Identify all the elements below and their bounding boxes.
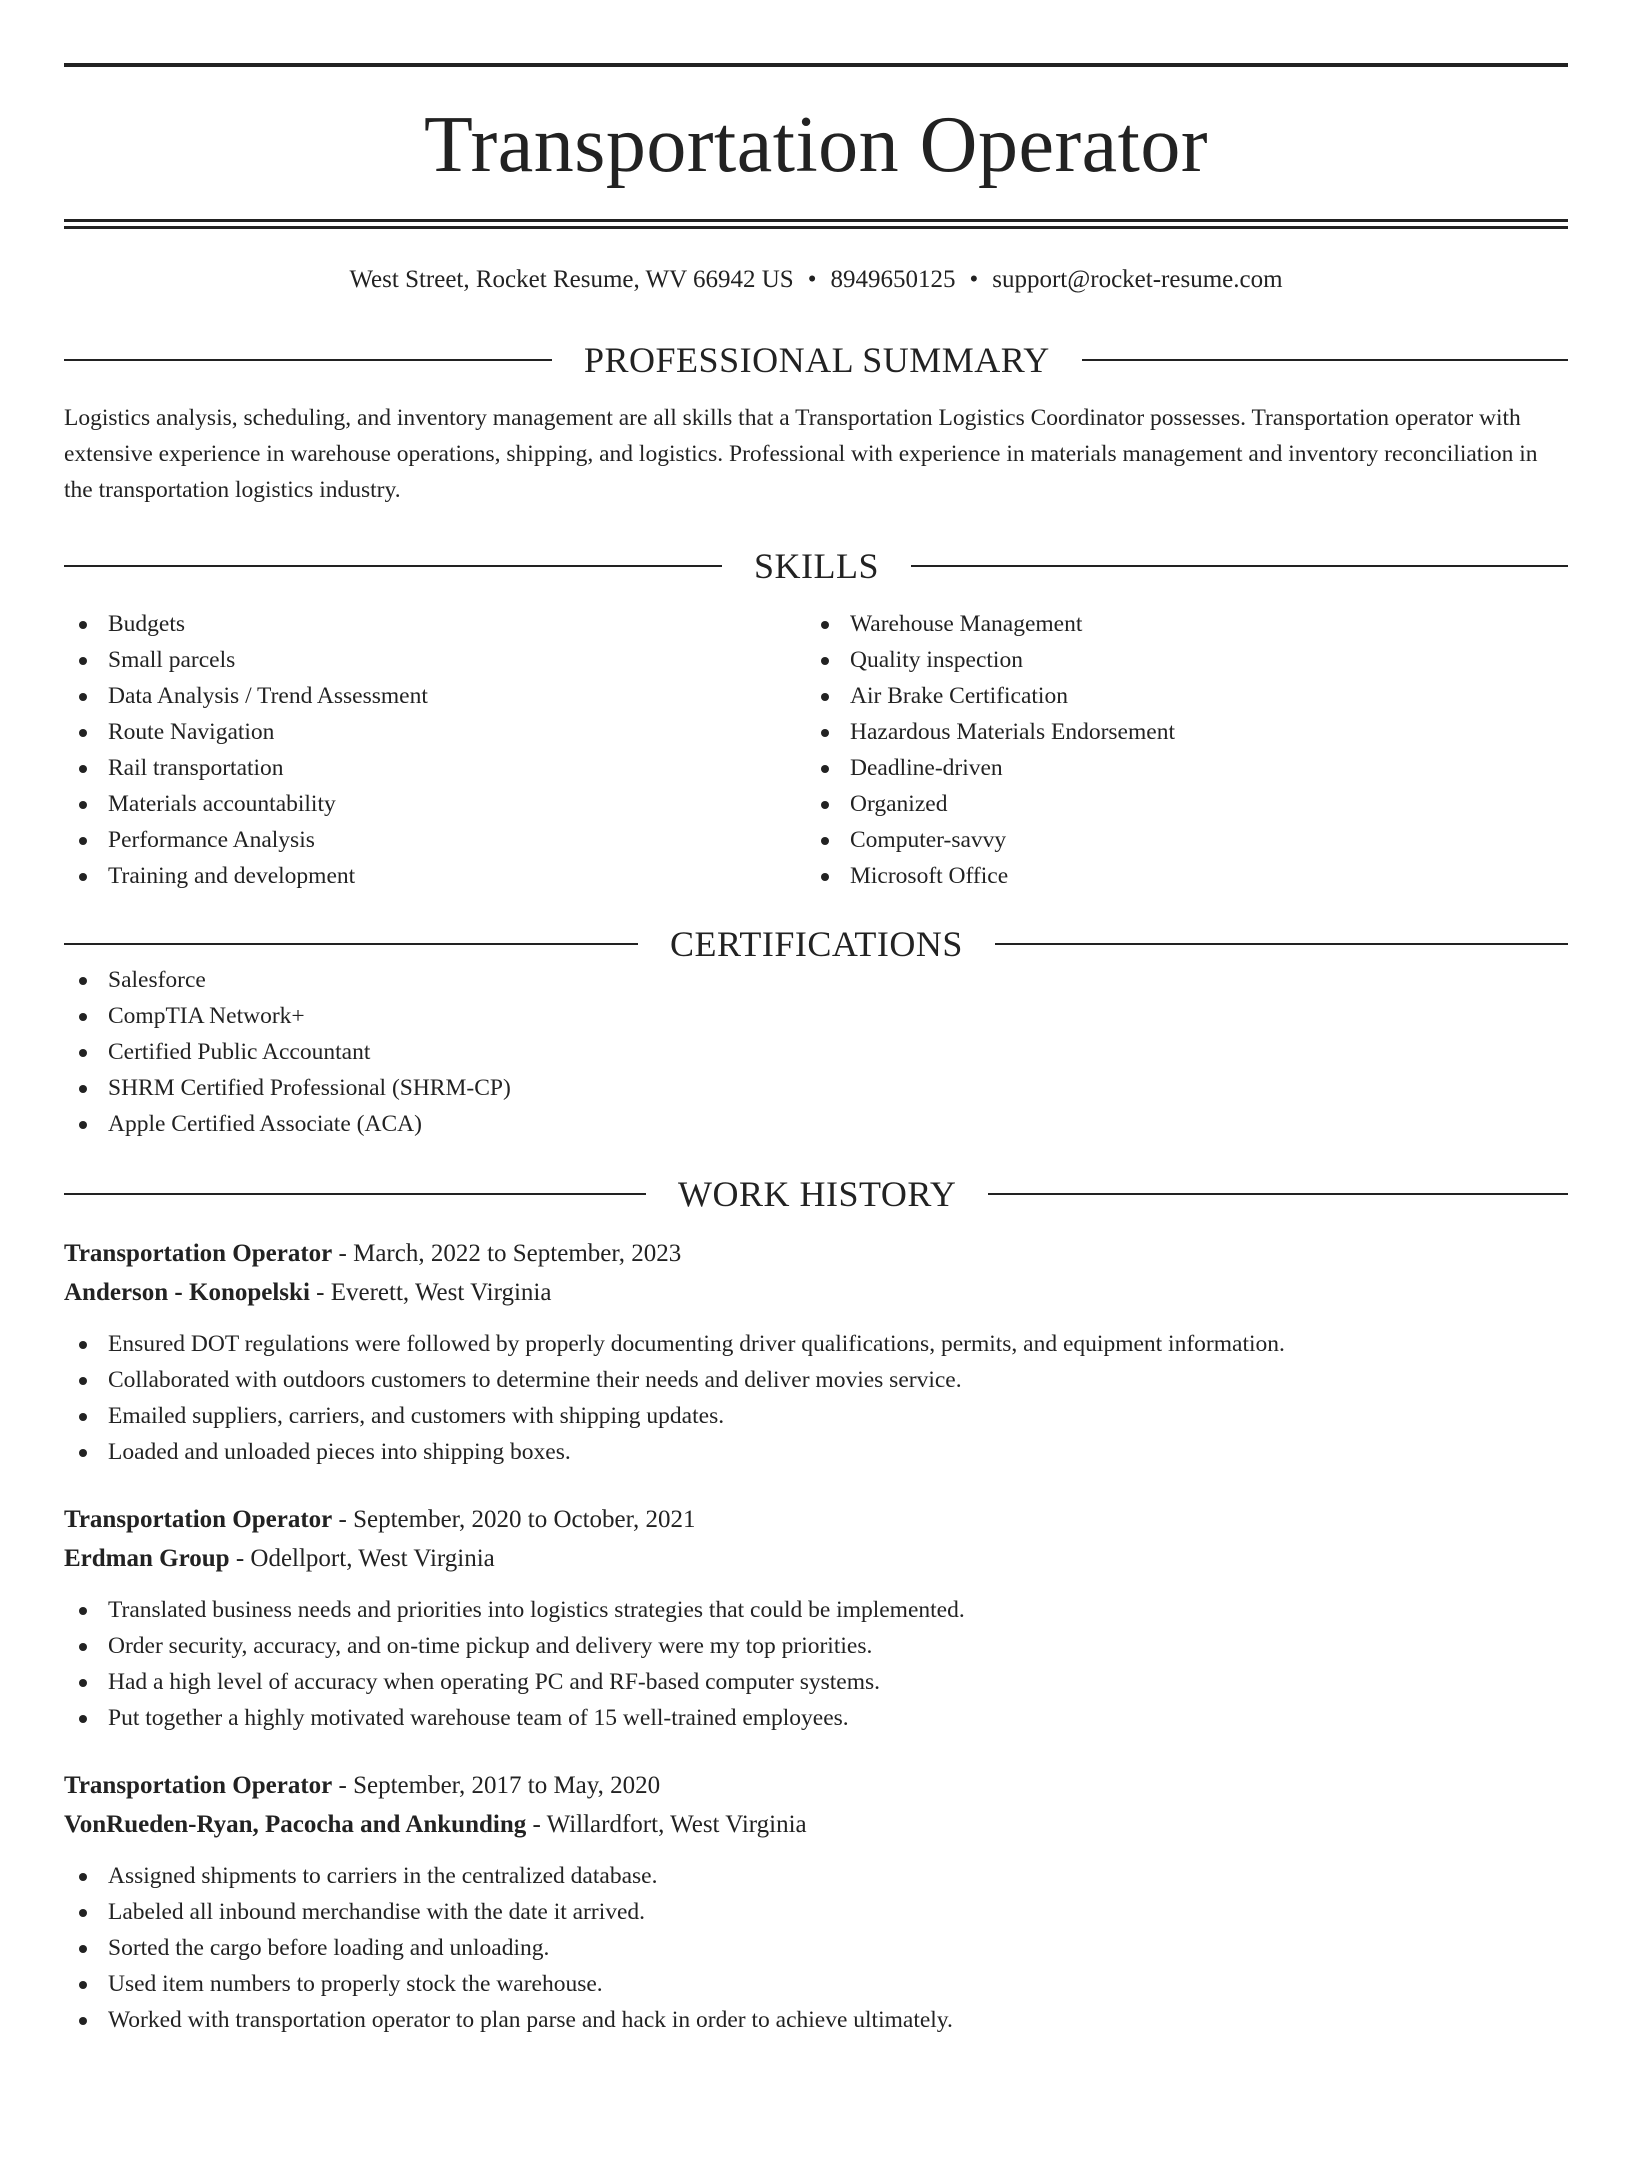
job-entry bbox=[64, 1234, 1568, 1470]
certification-item: CompTIA Network+ bbox=[64, 998, 1568, 1034]
summary-heading-row bbox=[64, 342, 1568, 378]
skills-grid bbox=[64, 606, 1568, 894]
duty-item: Order security, accuracy, and on-time pickup and delivery were my top priorities. bbox=[64, 1628, 1568, 1664]
job-duties bbox=[64, 1326, 1568, 1470]
heading-rule-right bbox=[911, 565, 1568, 567]
heading-rule-left bbox=[64, 565, 722, 567]
job-entry bbox=[64, 1500, 1568, 1736]
contact-phone: 8949650125 bbox=[830, 266, 956, 293]
heading-rule-left bbox=[64, 943, 638, 945]
certifications-heading-row bbox=[64, 926, 1568, 962]
job-company: VonRueden-Ryan, Pacocha and Ankunding bbox=[64, 1811, 527, 1838]
job-title-line bbox=[64, 1234, 1568, 1273]
skill-item: Route Navigation bbox=[64, 714, 806, 750]
summary-heading: PROFESSIONAL SUMMARY bbox=[584, 340, 1050, 380]
job-company-line bbox=[64, 1273, 1568, 1312]
skill-item: Hazardous Materials Endorsement bbox=[806, 714, 1548, 750]
skills-list-left bbox=[64, 606, 806, 894]
work-heading: WORK HISTORY bbox=[678, 1174, 957, 1214]
contact-address: West Street, Rocket Resume, WV 66942 US bbox=[349, 266, 794, 293]
skill-item: Quality inspection bbox=[806, 642, 1548, 678]
duty-item: Assigned shipments to carriers in the centralized database. bbox=[64, 1858, 1568, 1894]
certification-item: SHRM Certified Professional (SHRM-CP) bbox=[64, 1070, 1568, 1106]
resume-page bbox=[0, 63, 1632, 2175]
skill-item: Data Analysis / Trend Assessment bbox=[64, 678, 806, 714]
certification-item: Certified Public Accountant bbox=[64, 1034, 1568, 1070]
skills-list-right bbox=[806, 606, 1548, 894]
duty-item: Labeled all inbound merchandise with the date it arrived. bbox=[64, 1894, 1568, 1930]
skills-heading-row bbox=[64, 548, 1568, 584]
heading-rule-right bbox=[988, 1193, 1568, 1195]
heading-rule-left bbox=[64, 359, 552, 361]
duty-item: Had a high level of accuracy when operating PC and RF-based computer systems. bbox=[64, 1664, 1568, 1700]
heading-rule-right bbox=[995, 943, 1568, 945]
certifications-heading: CERTIFICATIONS bbox=[670, 924, 963, 964]
contact-separator: • bbox=[807, 266, 817, 293]
certification-item: Salesforce bbox=[64, 962, 1568, 998]
contact-email: support@rocket-resume.com bbox=[992, 266, 1283, 293]
job-company: Anderson - Konopelski bbox=[64, 1279, 310, 1306]
work-heading-row bbox=[64, 1176, 1568, 1212]
skill-item: Budgets bbox=[64, 606, 806, 642]
heading-rule-left bbox=[64, 1193, 646, 1195]
job-company-line bbox=[64, 1539, 1568, 1578]
skills-heading: SKILLS bbox=[754, 546, 880, 586]
duty-item: Emailed suppliers, carriers, and customers with shipping updates. bbox=[64, 1398, 1568, 1434]
heading-rule-right bbox=[1082, 359, 1568, 361]
job-duties bbox=[64, 1858, 1568, 2038]
header-double-rule bbox=[64, 219, 1568, 229]
certification-item: Apple Certified Associate (ACA) bbox=[64, 1106, 1568, 1142]
duty-item: Put together a highly motivated warehouse team of 15 well-trained employees. bbox=[64, 1700, 1568, 1736]
duty-item: Worked with transportation operator to plan parse and hack in order to achieve ultimately. bbox=[64, 2002, 1568, 2038]
job-company: Erdman Group bbox=[64, 1545, 230, 1572]
duty-item: Sorted the cargo before loading and unloading. bbox=[64, 1930, 1568, 1966]
skill-item: Warehouse Management bbox=[806, 606, 1548, 642]
skill-item: Microsoft Office bbox=[806, 858, 1548, 894]
skill-item: Materials accountability bbox=[64, 786, 806, 822]
job-location: - Odellport, West Virginia bbox=[229, 1545, 495, 1572]
job-title: Transportation Operator bbox=[64, 1240, 333, 1267]
skill-item: Deadline-driven bbox=[806, 750, 1548, 786]
duty-item: Used item numbers to properly stock the warehouse. bbox=[64, 1966, 1568, 2002]
job-entry bbox=[64, 1766, 1568, 2038]
duty-item: Translated business needs and priorities into logistics strategies that could be implemented. bbox=[64, 1592, 1568, 1628]
job-title-line bbox=[64, 1500, 1568, 1539]
job-dates: - September, 2017 to May, 2020 bbox=[332, 1772, 661, 1799]
job-location: - Willardfort, West Virginia bbox=[526, 1811, 807, 1838]
top-rule bbox=[64, 63, 1568, 67]
job-title: Transportation Operator bbox=[64, 1506, 333, 1533]
certifications-list bbox=[64, 962, 1568, 1142]
job-dates: - March, 2022 to September, 2023 bbox=[332, 1240, 682, 1267]
skill-item: Small parcels bbox=[64, 642, 806, 678]
duty-item: Loaded and unloaded pieces into shipping boxes. bbox=[64, 1434, 1568, 1470]
skill-item: Rail transportation bbox=[64, 750, 806, 786]
job-title: Transportation Operator bbox=[64, 1772, 333, 1799]
skill-item: Organized bbox=[806, 786, 1548, 822]
job-company-line bbox=[64, 1805, 1568, 1844]
job-dates: - September, 2020 to October, 2021 bbox=[332, 1506, 696, 1533]
duty-item: Ensured DOT regulations were followed by properly documenting driver qualifications, permits, and equipment information. bbox=[64, 1326, 1568, 1362]
resume-name: Transportation Operator bbox=[424, 101, 1208, 189]
job-title-line bbox=[64, 1766, 1568, 1805]
skill-item: Performance Analysis bbox=[64, 822, 806, 858]
skill-item: Training and development bbox=[64, 858, 806, 894]
summary-text: Logistics analysis, scheduling, and inventory management are all skills that a Transportation Logistics Coordinator possesses. Transportation operator with extensive experience in warehouse operations, shipping, and logistics. Professional with experience in materials management and inventory reconciliation in the transportation logistics industry. bbox=[64, 405, 1538, 503]
contact-line bbox=[64, 267, 1568, 292]
job-duties bbox=[64, 1592, 1568, 1736]
duty-item: Collaborated with outdoors customers to determine their needs and deliver movies service. bbox=[64, 1362, 1568, 1398]
job-location: - Everett, West Virginia bbox=[309, 1279, 552, 1306]
skill-item: Computer-savvy bbox=[806, 822, 1548, 858]
contact-separator: • bbox=[969, 266, 979, 293]
skill-item: Air Brake Certification bbox=[806, 678, 1548, 714]
